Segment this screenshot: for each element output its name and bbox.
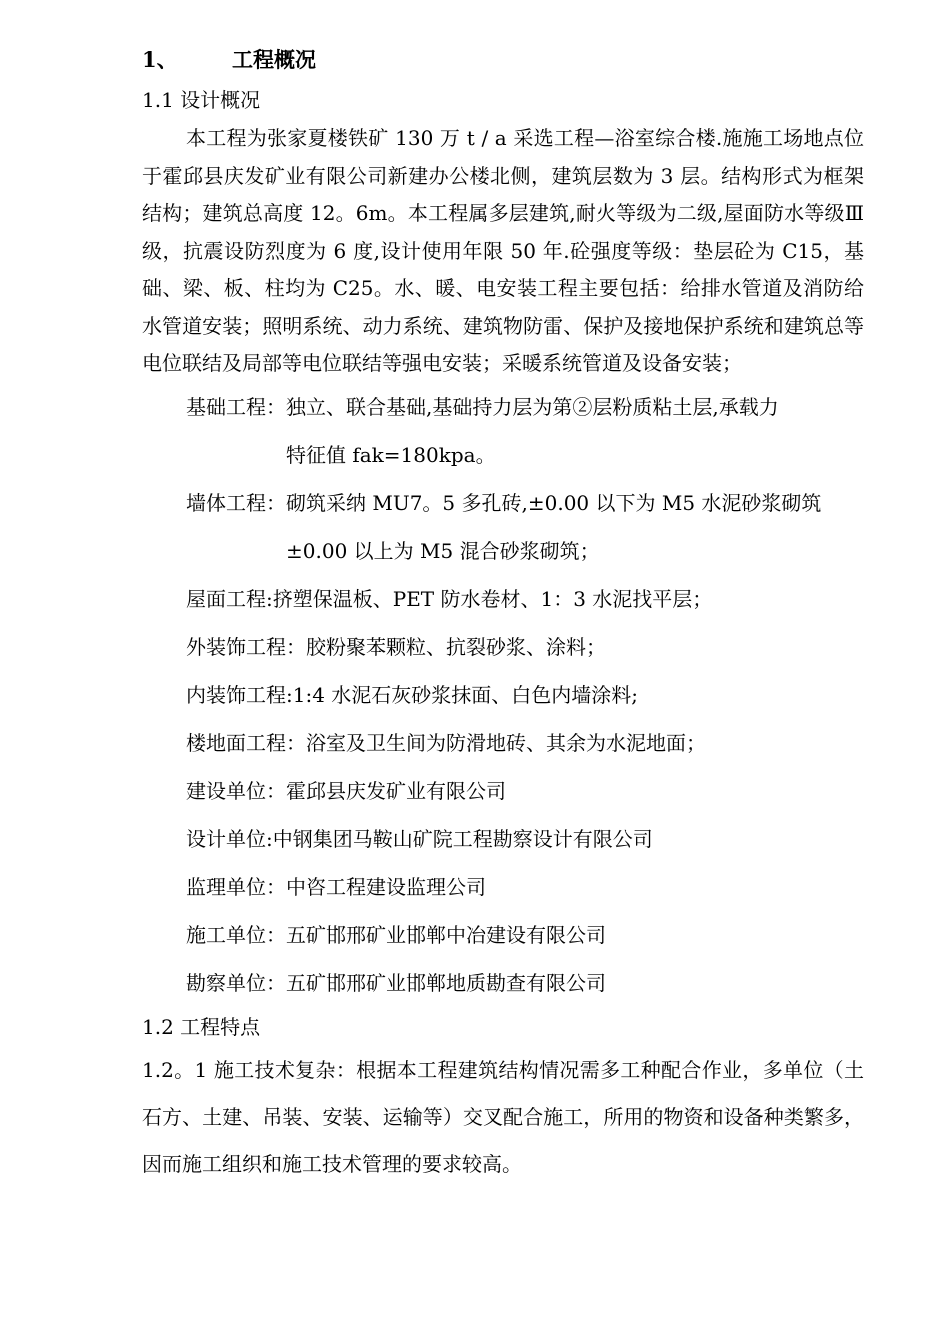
exterior-decoration-item: 外装饰工程：胶粉聚苯颗粒、抗裂砂浆、涂料； [186, 634, 606, 659]
survey-unit-item: 勘察单位：五矿邯邢矿业邯郸地质勘查有限公司 [186, 970, 606, 995]
foundation-item-continued: 特征值 fak=180kpa。 [286, 442, 496, 467]
subsection-title: 1.2 工程特点 [142, 1014, 261, 1039]
design-unit-item: 设计单位:中钢集团马鞍山矿院工程勘察设计有限公司 [186, 826, 653, 851]
design-overview-paragraph: 本工程为张家夏楼铁矿 130 万 t / a 采选工程—浴室综合楼.施施工场地点位于霍邱县庆发矿业有限公司新建办公楼北侧，建筑层数为 3 层。结构形式为框架结构；建筑总高度 12。6m。本工程属多层建筑,耐火等级为二级,屋面防水等级Ⅲ级，抗震设防烈度为 6 度,设计使用年限 50 年.砼强度等级：垫层砼为 C15，基础、梁、板、柱均为 C25。水、暖、电安装工程主要包括：给排水管道及消防给水管道安装；照明系统、动力系统、建筑物防雷、保护及接地保护系统和建筑总等电位联结及局部等电位联结等强电安装；采暖系统管道及设备安装； [142, 126, 864, 375]
wall-item: 墙体工程：砌筑采纳 MU7。5 多孔砖,±0.00 以下为 M5 水泥砂浆砌筑 [186, 490, 822, 515]
interior-decoration-item: 内装饰工程:1:4 水泥石灰砂浆抹面、白色内墙涂料; [186, 682, 639, 707]
wall-item-continued: ±0.00 以上为 M5 混合砂浆砌筑； [286, 538, 600, 563]
roof-item: 屋面工程:挤塑保温板、PET 防水卷材、1：3 水泥找平层； [186, 586, 713, 611]
owner-unit-item: 建设单位：霍邱县庆发矿业有限公司 [186, 778, 506, 803]
supervision-unit-item: 监理单位：中咨工程建设监理公司 [186, 874, 486, 899]
section-number: 1、 [142, 47, 178, 72]
section-title: 工程概况 [232, 47, 316, 72]
section-heading [142, 40, 864, 80]
subsection-title: 1.1 设计概况 [142, 88, 261, 112]
features-paragraph: 1.2。1 施工技术复杂：根据本工程建筑结构情况需多工种配合作业，多单位（土石方、土建、吊装、安装、运输等）交叉配合施工，所用的物资和设备种类繁多，因而施工组织和施工技术管理的要求较高。 [142, 1057, 864, 1176]
foundation-item: 基础工程：独立、联合基础,基础持力层为第②层粉质粘土层,承载力 [186, 394, 779, 419]
document-page [142, 40, 864, 1188]
floor-item: 楼地面工程：浴室及卫生间为防滑地砖、其余为水泥地面； [186, 730, 706, 755]
construction-unit-item: 施工单位：五矿邯邢矿业邯郸中冶建设有限公司 [186, 922, 606, 947]
